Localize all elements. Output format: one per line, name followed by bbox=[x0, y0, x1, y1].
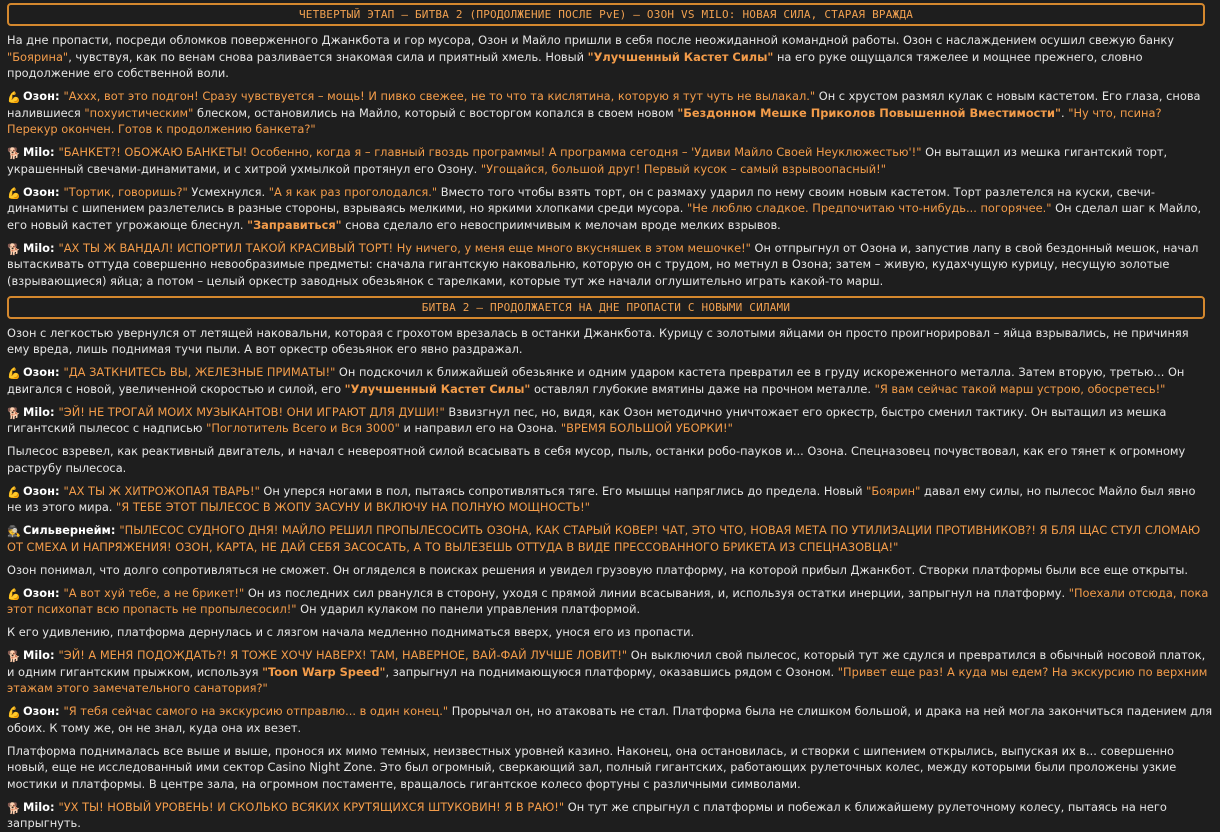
narration-text: Он вытащил из мешка гигантский торт, украшенный свечами-динамитами, и с хитрой ухмылкой протянул его Озону. bbox=[7, 145, 1168, 176]
dialogue-paragraph bbox=[7, 364, 1213, 397]
narration-text: Озон с легкостью увернулся от летящей наковальни, которая с грохотом врезалась в останки Джанкбота. Курицу с золотыми яйцами он просто проигнорировал – яйца взрывались, не причиняя ему вреда, лишь поднимая тучи пыли. А вот оркестр обезьянок его явно раздражал. bbox=[7, 325, 1189, 357]
narration-text: на его руке ощущался тяжелее и мощнее прежнего, словно продолжение его собственной воли. bbox=[7, 49, 1143, 81]
quote-text: "Поглотитель Всего и Вся 3000" bbox=[206, 421, 400, 436]
flexed-biceps-icon: 💪 bbox=[7, 587, 21, 601]
narration-text: давал ему силы, но пылесос Майло был явно не из этого мира. bbox=[7, 483, 1196, 515]
dialogue-paragraph bbox=[7, 240, 1213, 290]
narration-text: На дне пропасти, посреди обломков поверженного Джанкбота и гор мусора, Озон и Майло пришли в себя после неожиданной командной работы. Озон с наслаждением осушил свежую банку bbox=[7, 33, 1175, 47]
quote-text: "Боярин" bbox=[866, 483, 921, 498]
speaker-name: Озон: bbox=[23, 89, 64, 104]
dialogue-paragraph bbox=[7, 404, 1213, 437]
dialogue-paragraph bbox=[7, 585, 1213, 618]
quote-text: "ЭЙ! НЕ ТРОГАЙ МОИХ МУЗЫКАНТОВ! ОНИ ИГРАЮТ ДЛЯ ДУШИ!" bbox=[58, 404, 445, 419]
narration-text: Вместо того чтобы взять торт, он с размаху ударил по нему своим новым кастетом. Торт разлетелся на куски, свечи-динамиты с шипением разлетелись в разные стороны, взрываясь мелкими, но яркими хлопками среди мусора. bbox=[7, 184, 1155, 216]
narration-text: Озон понимал, что долго сопротивляться не сможет. Он огляделся в поисках решения и увидел грузовую платформу, на которой прибыл Джанкбот. Створки платформы были все еще открыты. bbox=[7, 562, 1188, 577]
section-banner: БИТВА 2 – ПРОДОЛЖАЕТСЯ НА ДНЕ ПРОПАСТИ С НОВЫМИ СИЛАМИ bbox=[7, 296, 1205, 319]
quote-text: "БАНКЕТ?! ОБОЖАЮ БАНКЕТЫ! Особенно, когда я – главный гвоздь программы! А программа сегодня – 'Удиви Майло Своей Неуклюжестью'!" bbox=[58, 145, 922, 160]
highlight-term: "Улучшенный Кастет Силы" bbox=[587, 49, 774, 64]
narration-text: Он подскочил к ближайшей обезьянке и одним ударом кастета превратил ее в груду искореженного металла. Затем вторую, третью... Он двигался с новой, увеличенной скоростью и силой, его bbox=[7, 365, 1185, 396]
dialogue-paragraph bbox=[7, 184, 1213, 234]
quote-text: "Поехали отсюда, пока этот психопат всю пропасть не пропылесосил!" bbox=[7, 585, 1209, 617]
flexed-biceps-icon: 💪 bbox=[7, 367, 21, 381]
quote-text: "АХ ТЫ Ж ВАНДАЛ! ИСПОРТИЛ ТАКОЙ КРАСИВЫЙ ТОРТ! Ну ничего, у меня еще много вкусняшек в этом мешочке!" bbox=[58, 240, 751, 255]
narration-paragraph bbox=[7, 743, 1213, 793]
quote-text: "ВРЕМЯ БОЛЬШОЙ УБОРКИ!" bbox=[560, 421, 733, 436]
narration-paragraph bbox=[7, 624, 1213, 641]
flexed-biceps-icon: 💪 bbox=[7, 91, 21, 105]
narration-text: Он отпрыгнул от Озона и, запустив лапу в свой бездонный мешок, начал вытаскивать оттуда совершенно невообразимые предметы: сначала гигантскую наковальню, которую он с трудом, но метнул в Озона; затем – живую, кудахчущую курицу, несущую золотые (взрывающиеся) яйца; а потом – целый оркестр заводных обезьянок с тарелками, которые тут же начали оглушительно играть какой-то марш. bbox=[7, 240, 1199, 288]
narration-text: Прорычал он, но атаковать не стал. Платформа была не слишком большой, и драка на ней могла закончиться падением для обоих. К тому же, он не знал, куда она их везет. bbox=[7, 704, 1213, 735]
dialogue-paragraph bbox=[7, 522, 1213, 555]
quote-text: "Угощайся, большой друг! Первый кусок – самый взрывоопасный!" bbox=[480, 161, 886, 176]
quote-text: "Ну что, псина? Перекур окончен. Готов к продолжению банкета?" bbox=[7, 105, 1162, 137]
narration-text: Он сделал шаг к Майло, его новый кастет угрожающе блеснул. bbox=[7, 201, 1202, 232]
dialogue-paragraph bbox=[7, 799, 1213, 832]
narration-text: и направил его на Озона. bbox=[399, 421, 561, 436]
quote-text: "похуистическим" bbox=[84, 105, 194, 120]
highlight-term: "Бездонном Мешке Приколов Повышенной Вместимости" bbox=[677, 105, 1061, 120]
narration-text: Он уперся ногами в пол, пытаясь сопротивляться тяге. Его мышцы напряглись до предела. Новый bbox=[259, 483, 867, 498]
quote-text: "Боярина" bbox=[7, 49, 69, 64]
flexed-biceps-icon: 💪 bbox=[7, 186, 21, 200]
detective-icon: 🕵 bbox=[7, 525, 21, 539]
speaker-name: Milo: bbox=[23, 145, 59, 160]
narration-text: Пылесос взревел, как реактивный двигатель, и начал с невероятной силой всасывать в себя мусор, пыль, останки робо-пауков и... Озона. Спецназовец почувствовал, как его тянет к огромному раструбу пылесоса. bbox=[7, 444, 1186, 475]
quote-text: "Аххх, вот это подгон! Сразу чувствуется – мощь! И пивко свежее, не то что та кислятина, которую я тут чуть не вылакал." bbox=[63, 89, 816, 104]
dialogue-paragraph bbox=[7, 647, 1213, 697]
narration-text: оставлял глубокие вмятины даже на прочном металле. bbox=[530, 381, 875, 396]
narration-text: Он выключил свой пылесос, который тут же сдулся и превратился в обычный носовой платок, и одним гигантским прыжком, используя bbox=[7, 647, 1206, 679]
narration-text: блеском, остановились на Майло, который с восторгом копался в своем новом bbox=[193, 105, 678, 120]
narration-text: Усмехнулся. bbox=[187, 184, 269, 199]
speaker-name: Озон: bbox=[23, 483, 64, 498]
dialogue-paragraph bbox=[7, 144, 1213, 177]
quote-text: "АХ ТЫ Ж ХИТРОЖОПАЯ ТВАРЬ!" bbox=[63, 483, 260, 498]
narration-paragraph bbox=[7, 562, 1213, 579]
quote-text: "Тортик, говоришь?" bbox=[63, 184, 188, 199]
story-document bbox=[0, 3, 1220, 832]
dog-icon: 🐕 bbox=[7, 406, 21, 420]
flexed-biceps-icon: 💪 bbox=[7, 706, 21, 720]
narration-text: , чувствуя, как по венам снова разливается знакомая сила и приятный хмель. Новый bbox=[68, 49, 588, 64]
speaker-name: Озон: bbox=[23, 585, 64, 600]
speaker-name: Озон: bbox=[23, 704, 64, 719]
narration-paragraph bbox=[7, 443, 1213, 476]
quote-text: "А я как раз проголодался." bbox=[268, 184, 438, 199]
highlight-term: "Заправиться" bbox=[247, 217, 342, 232]
narration-text: Платформа поднималась все выше и выше, пронося их мимо темных, неизвестных уровней казино. Наконец, она остановилась, и створки с шипением открылись, выпуская их в... совершенно новый, еще не исследованный ими сектор Casino Night Zone. Это был огромный, сверкающий зал, полный гигантских, работающих рулеточных колес, между которыми были проложены узкие мостики и платформы. В центре зала, на огромном постаменте, вращалось гигантское колесо фортуны с различными символами. bbox=[7, 743, 1177, 791]
speaker-name: Milo: bbox=[23, 647, 59, 662]
narration-paragraph bbox=[7, 32, 1213, 82]
dog-icon: 🐕 bbox=[7, 801, 21, 815]
speaker-name: Milo: bbox=[23, 404, 59, 419]
dialogue-paragraph bbox=[7, 703, 1213, 736]
speaker-name: Milo: bbox=[23, 240, 59, 255]
quote-text: "Я тебя сейчас самого на экскурсию отправлю... в один конец." bbox=[63, 704, 449, 719]
narration-text: Он тут же спрыгнул с платформы и побежал к ближайшему рулеточному колесу, пытаясь на него запрыгнуть. bbox=[7, 799, 1167, 831]
narration-text: Он из последних сил рванулся в сторону, уходя с прямой линии всасывания, и, используя остатки инерции, запрыгнул на платформу. bbox=[244, 585, 1069, 600]
dog-icon: 🐕 bbox=[7, 242, 21, 256]
dialogue-paragraph bbox=[7, 483, 1213, 516]
quote-text: "УХ ТЫ! НОВЫЙ УРОВЕНЬ! И СКОЛЬКО ВСЯКИХ КРУТЯЩИХСЯ ШТУКОВИН! Я В РАЮ!" bbox=[58, 799, 565, 814]
narration-text: Он с хрустом размял кулак с новым кастетом. Его глаза, снова налившиеся bbox=[7, 89, 1201, 120]
quote-text: "Привет еще раз! А куда мы едем? На экскурсию по верхним этажам этого замечательного санатория?" bbox=[7, 664, 1208, 696]
speaker-name: Озон: bbox=[23, 184, 64, 199]
narration-text: снова сделало его невосприимчивым к мелочам вроде мелких взрывов. bbox=[341, 217, 781, 232]
narration-paragraph bbox=[7, 325, 1213, 358]
highlight-term: "Улучшенный Кастет Силы" bbox=[344, 381, 531, 396]
narration-text: Он ударил кулаком по панели управления платформой. bbox=[296, 602, 641, 617]
speaker-name: Сильвернейм: bbox=[23, 523, 120, 538]
highlight-term: "Toon Warp Speed" bbox=[262, 664, 386, 679]
dialogue-paragraph bbox=[7, 88, 1213, 138]
quote-text: "Я вам сейчас такой марш устрою, обосретесь!" bbox=[874, 381, 1166, 396]
narration-text: Взвизгнул пес, но, видя, как Озон методично уничтожает его оркестр, быстро сменил тактику. Он вытащил из мешка гигантский пылесос с надписью bbox=[7, 404, 1167, 436]
narration-text: , запрыгнул на поднимающуюся платформу, оказавшись рядом с Озоном. bbox=[385, 664, 838, 679]
flexed-biceps-icon: 💪 bbox=[7, 485, 21, 499]
narration-text: К его удивлению, платформа дернулась и с лязгом начала медленно подниматься вверх, унося его из пропасти. bbox=[7, 625, 695, 640]
quote-text: "Я ТЕБЕ ЭТОТ ПЫЛЕСОС В ЖОПУ ЗАСУНУ И ВКЛЮЧУ НА ПОЛНУЮ МОЩНОСТЬ!" bbox=[116, 500, 590, 515]
dog-icon: 🐕 bbox=[7, 147, 21, 161]
dog-icon: 🐕 bbox=[7, 649, 21, 663]
quote-text: "ПЫЛЕСОС СУДНОГО ДНЯ! МАЙЛО РЕШИЛ ПРОПЫЛЕСОСИТЬ ОЗОНА, КАК СТАРЫЙ КОВЕР! ЧАТ, ЭТО ЧТО, НОВАЯ МЕТА ПО УТИЛИЗАЦИИ ПРОТИВНИКОВ?! Я БЛЯ ЩАС СТУЛ СЛОМАЮ ОТ СМЕХА И НАПРЯЖЕНИЯ! ОЗОН, КАРТА, НЕ ДАЙ СЕБЯ ЗАСОСАТЬ, А ТО ВЫЛЕЗЕШЬ ОТТУДА В ВИДЕ ПРЕССОВАННОГО БРИКЕТА ИЗ СПЕЦНАЗОВЦА!" bbox=[7, 523, 1201, 554]
quote-text: "Не люблю сладкое. Предпочитаю что-нибудь... погорячее." bbox=[686, 201, 1052, 216]
speaker-name: Озон: bbox=[23, 365, 64, 380]
narration-text: . bbox=[1060, 105, 1069, 120]
quote-text: "А вот хуй тебе, а не брикет!" bbox=[63, 585, 245, 600]
quote-text: "ЭЙ! А МЕНЯ ПОДОЖДАТЬ?! Я ТОЖЕ ХОЧУ НАВЕРХ! ТАМ, НАВЕРНОЕ, ВАЙ-ФАЙ ЛУЧШЕ ЛОВИТ!" bbox=[58, 647, 628, 662]
section-banner: ЧЕТВЕРТЫЙ ЭТАП – БИТВА 2 (ПРОДОЛЖЕНИЕ ПОСЛЕ PvE) – ОЗОН VS MILO: НОВАЯ СИЛА, СТАРАЯ ВРАЖДА bbox=[7, 3, 1205, 26]
speaker-name: Milo: bbox=[23, 799, 59, 814]
quote-text: "ДА ЗАТКНИТЕСЬ ВЫ, ЖЕЛЕЗНЫЕ ПРИМАТЫ!" bbox=[63, 365, 336, 380]
